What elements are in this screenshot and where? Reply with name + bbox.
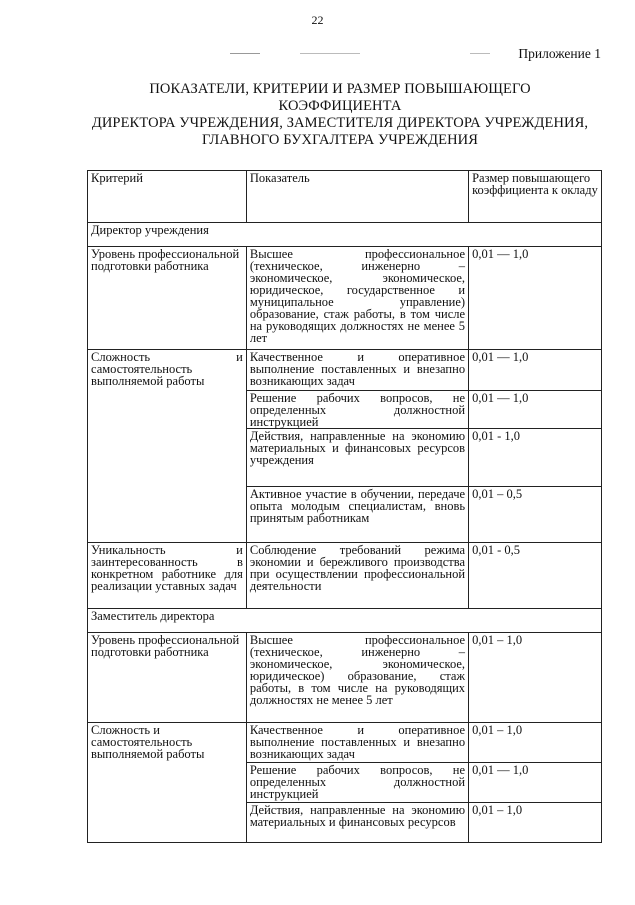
table-row	[88, 723, 602, 763]
indicator-cell: Действия, направленные на экономию материальных и финансовых ресурсов учреждения	[246, 429, 468, 487]
page-number: 22	[311, 13, 324, 27]
appendix-label: Приложение 1	[518, 46, 601, 61]
title-line: КОЭФФИЦИЕНТА	[278, 98, 402, 114]
table-row	[88, 633, 602, 723]
table-header-row	[88, 171, 602, 223]
coefficient-cell: 0,01 - 1,0	[469, 429, 602, 487]
criterion-cell: Уровень профессиональной подготовки работника	[88, 247, 247, 350]
criterion-cell: Уникальность и заинтересованность в конкретном работнике для реализации уставных задач	[88, 543, 247, 609]
indicator-cell: Действия, направленные на экономию материальных и финансовых ресурсов	[246, 803, 468, 843]
indicator-cell: Высшее профессиональное (техническое, инженерно – экономическое, экономическое, юридическое, государственное и муниципальное управление) образование, стаж работы, в том числе на руководящих должностях не менее 5 лет	[246, 247, 468, 350]
criteria-table	[87, 170, 602, 843]
indicator-cell: Решение рабочих вопросов, не определенных должностной инструкцией	[246, 391, 468, 429]
coefficient-cell: 0,01 — 1,0	[469, 350, 602, 391]
scan-artifact-line	[230, 53, 260, 54]
section-row	[88, 223, 602, 247]
coefficient-cell: 0,01 – 1,0	[469, 803, 602, 843]
indicator-cell: Высшее профессиональное (техническое, инженерно – экономическое, экономическое, юридическое) образование, стаж работы, в том числе на руководящих должностях не менее 5 лет	[246, 633, 468, 723]
coefficient-cell: 0,01 — 1,0	[469, 391, 602, 429]
coefficient-cell: 0,01 – 0,5	[469, 487, 602, 543]
coefficient-cell: 0,01 – 1,0	[469, 723, 602, 763]
section-title-director: Директор учреждения	[88, 223, 602, 247]
title-line: ПОКАЗАТЕЛИ, КРИТЕРИИ И РАЗМЕР ПОВЫШАЮЩЕГО	[149, 81, 531, 97]
header-criterion: Критерий	[88, 171, 247, 223]
section-title-deputy: Заместитель директора	[88, 609, 602, 633]
header-indicator: Показатель	[246, 171, 468, 223]
criterion-cell: Уровень профессиональной подготовки работника	[88, 633, 247, 723]
scan-artifact-line	[300, 53, 360, 54]
header-coefficient: Размер повышающего коэффициента к окладу	[469, 171, 602, 223]
indicator-cell: Качественное и оперативное выполнение поставленных и внезапно возникающих задач	[246, 350, 468, 391]
criterion-cell: Сложность и самостоятельность выполняемой работы	[88, 350, 247, 543]
indicator-cell: Решение рабочих вопросов, не определенных должностной инструкцией	[246, 763, 468, 803]
criterion-cell: Сложность и самостоятельность выполняемой работы	[88, 723, 247, 843]
indicator-cell: Соблюдение требований режима экономии и бережливого производства при осуществлении профессиональной деятельности	[246, 543, 468, 609]
indicator-cell: Качественное и оперативное выполнение поставленных и внезапно возникающих задач	[246, 723, 468, 763]
table-row	[88, 543, 602, 609]
coefficient-cell: 0,01 – 1,0	[469, 633, 602, 723]
indicator-cell: Активное участие в обучении, передаче опыта молодым специалистам, вновь принятым работникам	[246, 487, 468, 543]
section-row	[88, 609, 602, 633]
title-line: ГЛАВНОГО БУХГАЛТЕРА УЧРЕЖДЕНИЯ	[202, 132, 478, 148]
document-title	[70, 81, 610, 149]
coefficient-cell: 0,01 — 1,0	[469, 763, 602, 803]
table-row	[88, 350, 602, 391]
coefficient-cell: 0,01 — 1,0	[469, 247, 602, 350]
table-row	[88, 247, 602, 350]
title-line: ДИРЕКТОРА УЧРЕЖДЕНИЯ, ЗАМЕСТИТЕЛЯ ДИРЕКТОРА УЧРЕЖДЕНИЯ,	[91, 115, 589, 131]
coefficient-cell: 0,01 - 0,5	[469, 543, 602, 609]
scan-artifact-line	[470, 53, 490, 54]
